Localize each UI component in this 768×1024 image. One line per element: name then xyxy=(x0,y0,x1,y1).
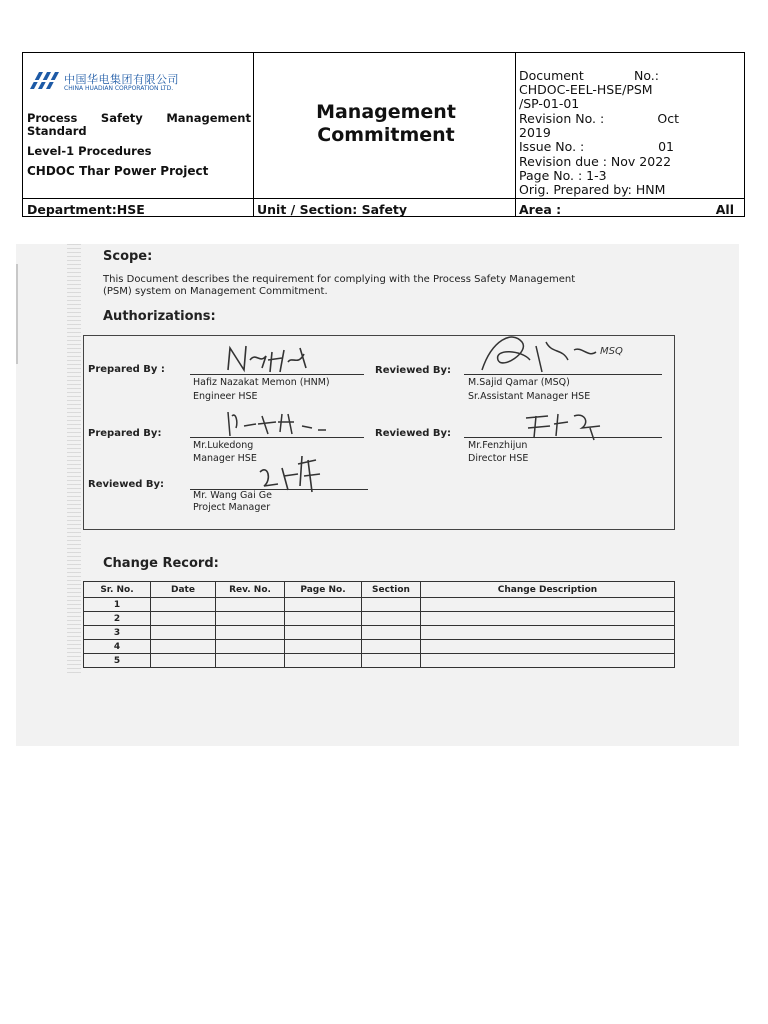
issue-number xyxy=(519,139,674,154)
revision-number xyxy=(519,111,679,126)
authorizations-heading: Authorizations: xyxy=(103,309,216,324)
project-name: CHDOC Thar Power Project xyxy=(27,164,209,178)
huadian-logo-icon xyxy=(27,69,61,93)
serial-number: 5 xyxy=(84,654,151,668)
standard-word: Safety xyxy=(100,111,143,125)
company-logo xyxy=(27,67,227,97)
change-record-heading: Change Record: xyxy=(103,556,219,571)
revision-due: Revision due : Nov 2022 xyxy=(519,154,672,169)
table-header-row xyxy=(84,582,675,598)
scope-heading: Scope: xyxy=(103,249,153,264)
serial-number: 3 xyxy=(84,626,151,640)
reviewed-by-label: Reviewed By: xyxy=(88,479,165,490)
reviewed-by-label: Reviewed By: xyxy=(375,365,452,376)
signatory-title: Sr.Assistant Manager HSE xyxy=(468,391,591,402)
area-label: Area : xyxy=(519,202,562,217)
original-preparer: Orig. Prepared by: HNM xyxy=(519,182,666,197)
doc-number-label xyxy=(519,68,659,83)
signatory-name: Mr.Fenzhijun xyxy=(468,440,528,451)
signatory-title: Project Manager xyxy=(193,502,271,513)
standard-word: Process xyxy=(27,111,78,125)
page-number: Page No. : 1-3 xyxy=(519,168,607,183)
doc-label: Document xyxy=(519,68,584,83)
serial-number: 4 xyxy=(84,640,151,654)
table-row xyxy=(84,654,675,668)
standard-word: Management xyxy=(166,111,251,125)
change-record-table xyxy=(83,581,675,668)
scope-text-line2: (PSM) system on Management Commitment. xyxy=(103,286,328,297)
department: Department:HSE xyxy=(27,202,145,217)
prepared-by-label: Prepared By : xyxy=(88,364,165,375)
scan-edge-artifact xyxy=(16,264,18,364)
unit-section: Unit / Section: Safety xyxy=(257,202,408,217)
scan-binding-artifact xyxy=(67,244,81,674)
issue-value: 01 xyxy=(658,139,674,154)
doc-label-suffix: No.: xyxy=(634,68,659,83)
signatory-name: Hafiz Nazakat Memon (HNM) xyxy=(193,377,330,388)
logo-english-name: CHINA HUADIAN CORPORATION LTD. xyxy=(64,85,174,92)
signatory-title: Manager HSE xyxy=(193,453,257,464)
signatory-title: Engineer HSE xyxy=(193,391,258,402)
logo-chinese-name: 中国华电集团有限公司 xyxy=(64,73,179,86)
revision-year: 2019 xyxy=(519,125,551,140)
issue-label: Issue No. : xyxy=(519,139,585,154)
authorizations-box xyxy=(83,335,675,530)
column-header: Section xyxy=(362,582,421,598)
scope-text-line1: This Document describes the requirement for complying with the Process Safety Management xyxy=(103,274,576,285)
area-value: All xyxy=(715,202,734,217)
signatory-name: M.Sajid Qamar (MSQ) xyxy=(468,377,570,388)
doc-number-value: CHDOC-EEL-HSE/PSM xyxy=(519,82,653,97)
revision-label: Revision No. : xyxy=(519,111,605,126)
signature-initials: MSQ xyxy=(600,346,623,357)
signature-msq xyxy=(472,330,652,380)
serial-number: 2 xyxy=(84,612,151,626)
column-header: Sr. No. xyxy=(84,582,151,598)
standard-title xyxy=(27,111,251,125)
column-header: Rev. No. xyxy=(216,582,285,598)
table-row xyxy=(84,598,675,612)
signature-hnm xyxy=(222,342,322,376)
column-header: Change Description xyxy=(421,582,675,598)
signature-fenzhijun xyxy=(520,408,620,442)
revision-value: Oct xyxy=(657,111,679,126)
table-row xyxy=(84,612,675,626)
serial-number: 1 xyxy=(84,598,151,612)
table-row xyxy=(84,626,675,640)
procedure-level: Level-1 Procedures xyxy=(27,144,152,158)
table-row xyxy=(84,640,675,654)
doc-number-value-line3: /SP-01-01 xyxy=(519,96,580,111)
standard-title-line2: Standard xyxy=(27,124,87,138)
row-divider xyxy=(23,198,744,199)
column-header: Date xyxy=(151,582,216,598)
column-divider xyxy=(253,53,254,216)
signatory-name: Mr. Wang Gai Ge xyxy=(193,490,272,501)
reviewed-by-label: Reviewed By: xyxy=(375,428,452,439)
title-line: Commitment xyxy=(317,124,455,146)
signature-lukedong xyxy=(222,408,342,440)
signatory-name: Mr.Lukedong xyxy=(193,440,254,451)
title-line: Management xyxy=(316,101,456,123)
signatory-title: Director HSE xyxy=(468,453,529,464)
scanned-approval-sheet xyxy=(16,244,739,746)
document-title xyxy=(255,101,517,147)
document-header-table xyxy=(22,52,745,217)
prepared-by-label: Prepared By: xyxy=(88,428,162,439)
column-header: Page No. xyxy=(285,582,362,598)
